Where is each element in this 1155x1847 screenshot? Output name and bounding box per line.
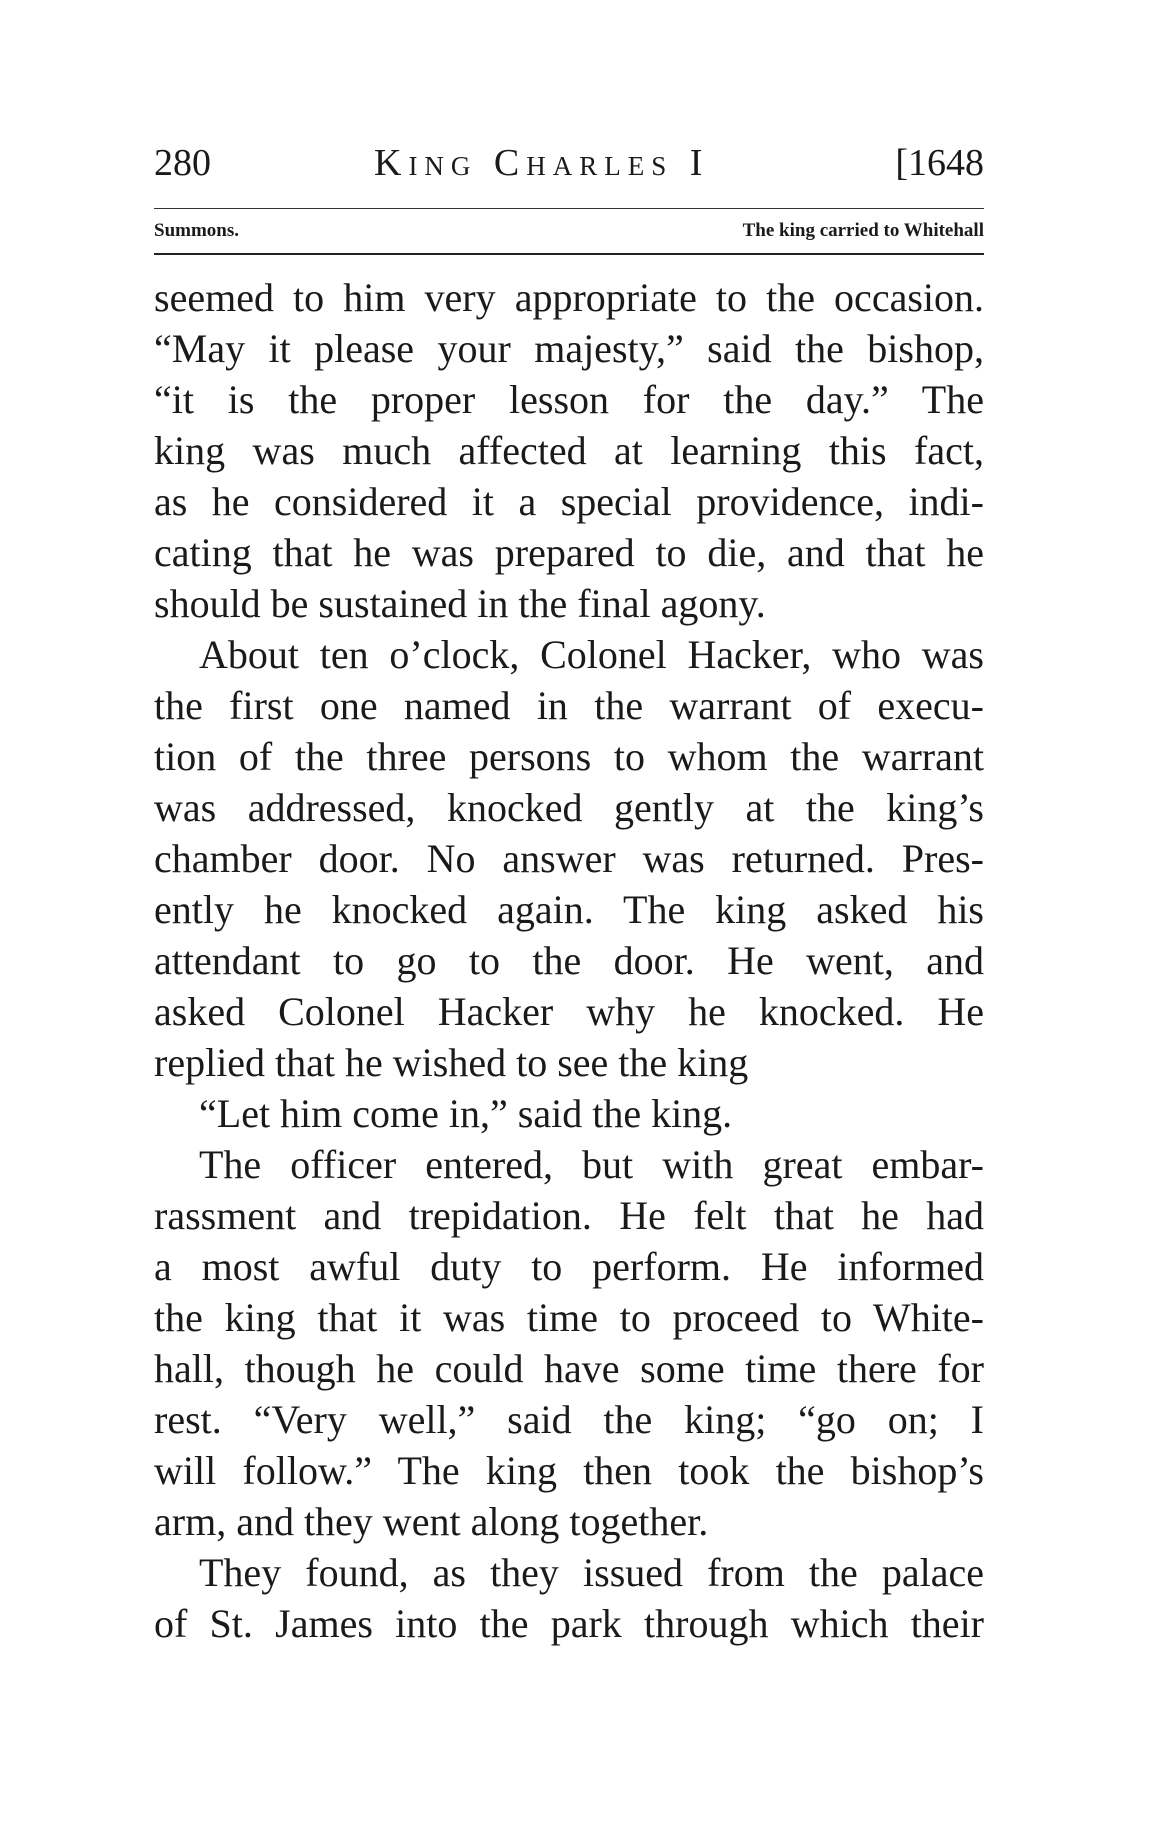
year-marker: [1648 <box>895 142 984 184</box>
text-line: the king that it was time to proceed to White- <box>154 1295 984 1340</box>
text-line: tion of the three persons to whom the warrant <box>154 734 984 779</box>
text-line: rassment and trepidation. He felt that he had <box>154 1193 984 1238</box>
text-line: king was much affected at learning this fact, <box>154 428 984 473</box>
sidenote-right: The king carried to Whitehall <box>742 220 984 241</box>
text-line: chamber door. No answer was returned. Pres- <box>154 836 984 881</box>
text-line: a most awful duty to perform. He informed <box>154 1244 984 1289</box>
text-line: cating that he was prepared to die, and that he <box>154 530 984 575</box>
body-text <box>154 272 984 1649</box>
text-line: “it is the proper lesson for the day.” The <box>154 377 984 422</box>
text-line: was addressed, knocked gently at the king’s <box>154 785 984 830</box>
text-line: The officer entered, but with great embar- <box>199 1142 984 1187</box>
text-line: About ten o’clock, Colonel Hacker, who was <box>199 632 984 677</box>
text-line: ently he knocked again. The king asked his <box>154 887 984 932</box>
sidenote-left: Summons. <box>154 220 239 241</box>
text-line: will follow.” The king then took the bishop’s <box>154 1448 984 1493</box>
text-line: hall, though he could have some time there for <box>154 1346 984 1391</box>
text-line: should be sustained in the final agony. <box>154 581 766 626</box>
sidenotes <box>154 216 984 246</box>
page-number: 280 <box>154 142 211 184</box>
text-line: of St. James into the park through which their <box>154 1601 984 1646</box>
text-line: attendant to go to the door. He went, and <box>154 938 984 983</box>
header-rule-top <box>154 208 984 209</box>
text-line: “Let him come in,” said the king. <box>199 1091 733 1136</box>
running-head <box>154 138 984 188</box>
text-line: rest. “Very well,” said the king; “go on; I <box>154 1397 984 1442</box>
book-title: King Charles I <box>374 142 710 184</box>
text-line: as he considered it a special providence, indi- <box>154 479 984 524</box>
text-line: the first one named in the warrant of execu- <box>154 683 984 728</box>
text-line: seemed to him very appropriate to the occasion. <box>154 275 984 320</box>
text-line: arm, and they went along together. <box>154 1499 709 1544</box>
text-line: “May it please your majesty,” said the bishop, <box>154 326 984 371</box>
text-line: They found, as they issued from the palace <box>199 1550 984 1595</box>
header-rule-bottom <box>154 253 984 255</box>
text-line: replied that he wished to see the king <box>154 1040 749 1085</box>
text-line: asked Colonel Hacker why he knocked. He <box>154 989 984 1034</box>
